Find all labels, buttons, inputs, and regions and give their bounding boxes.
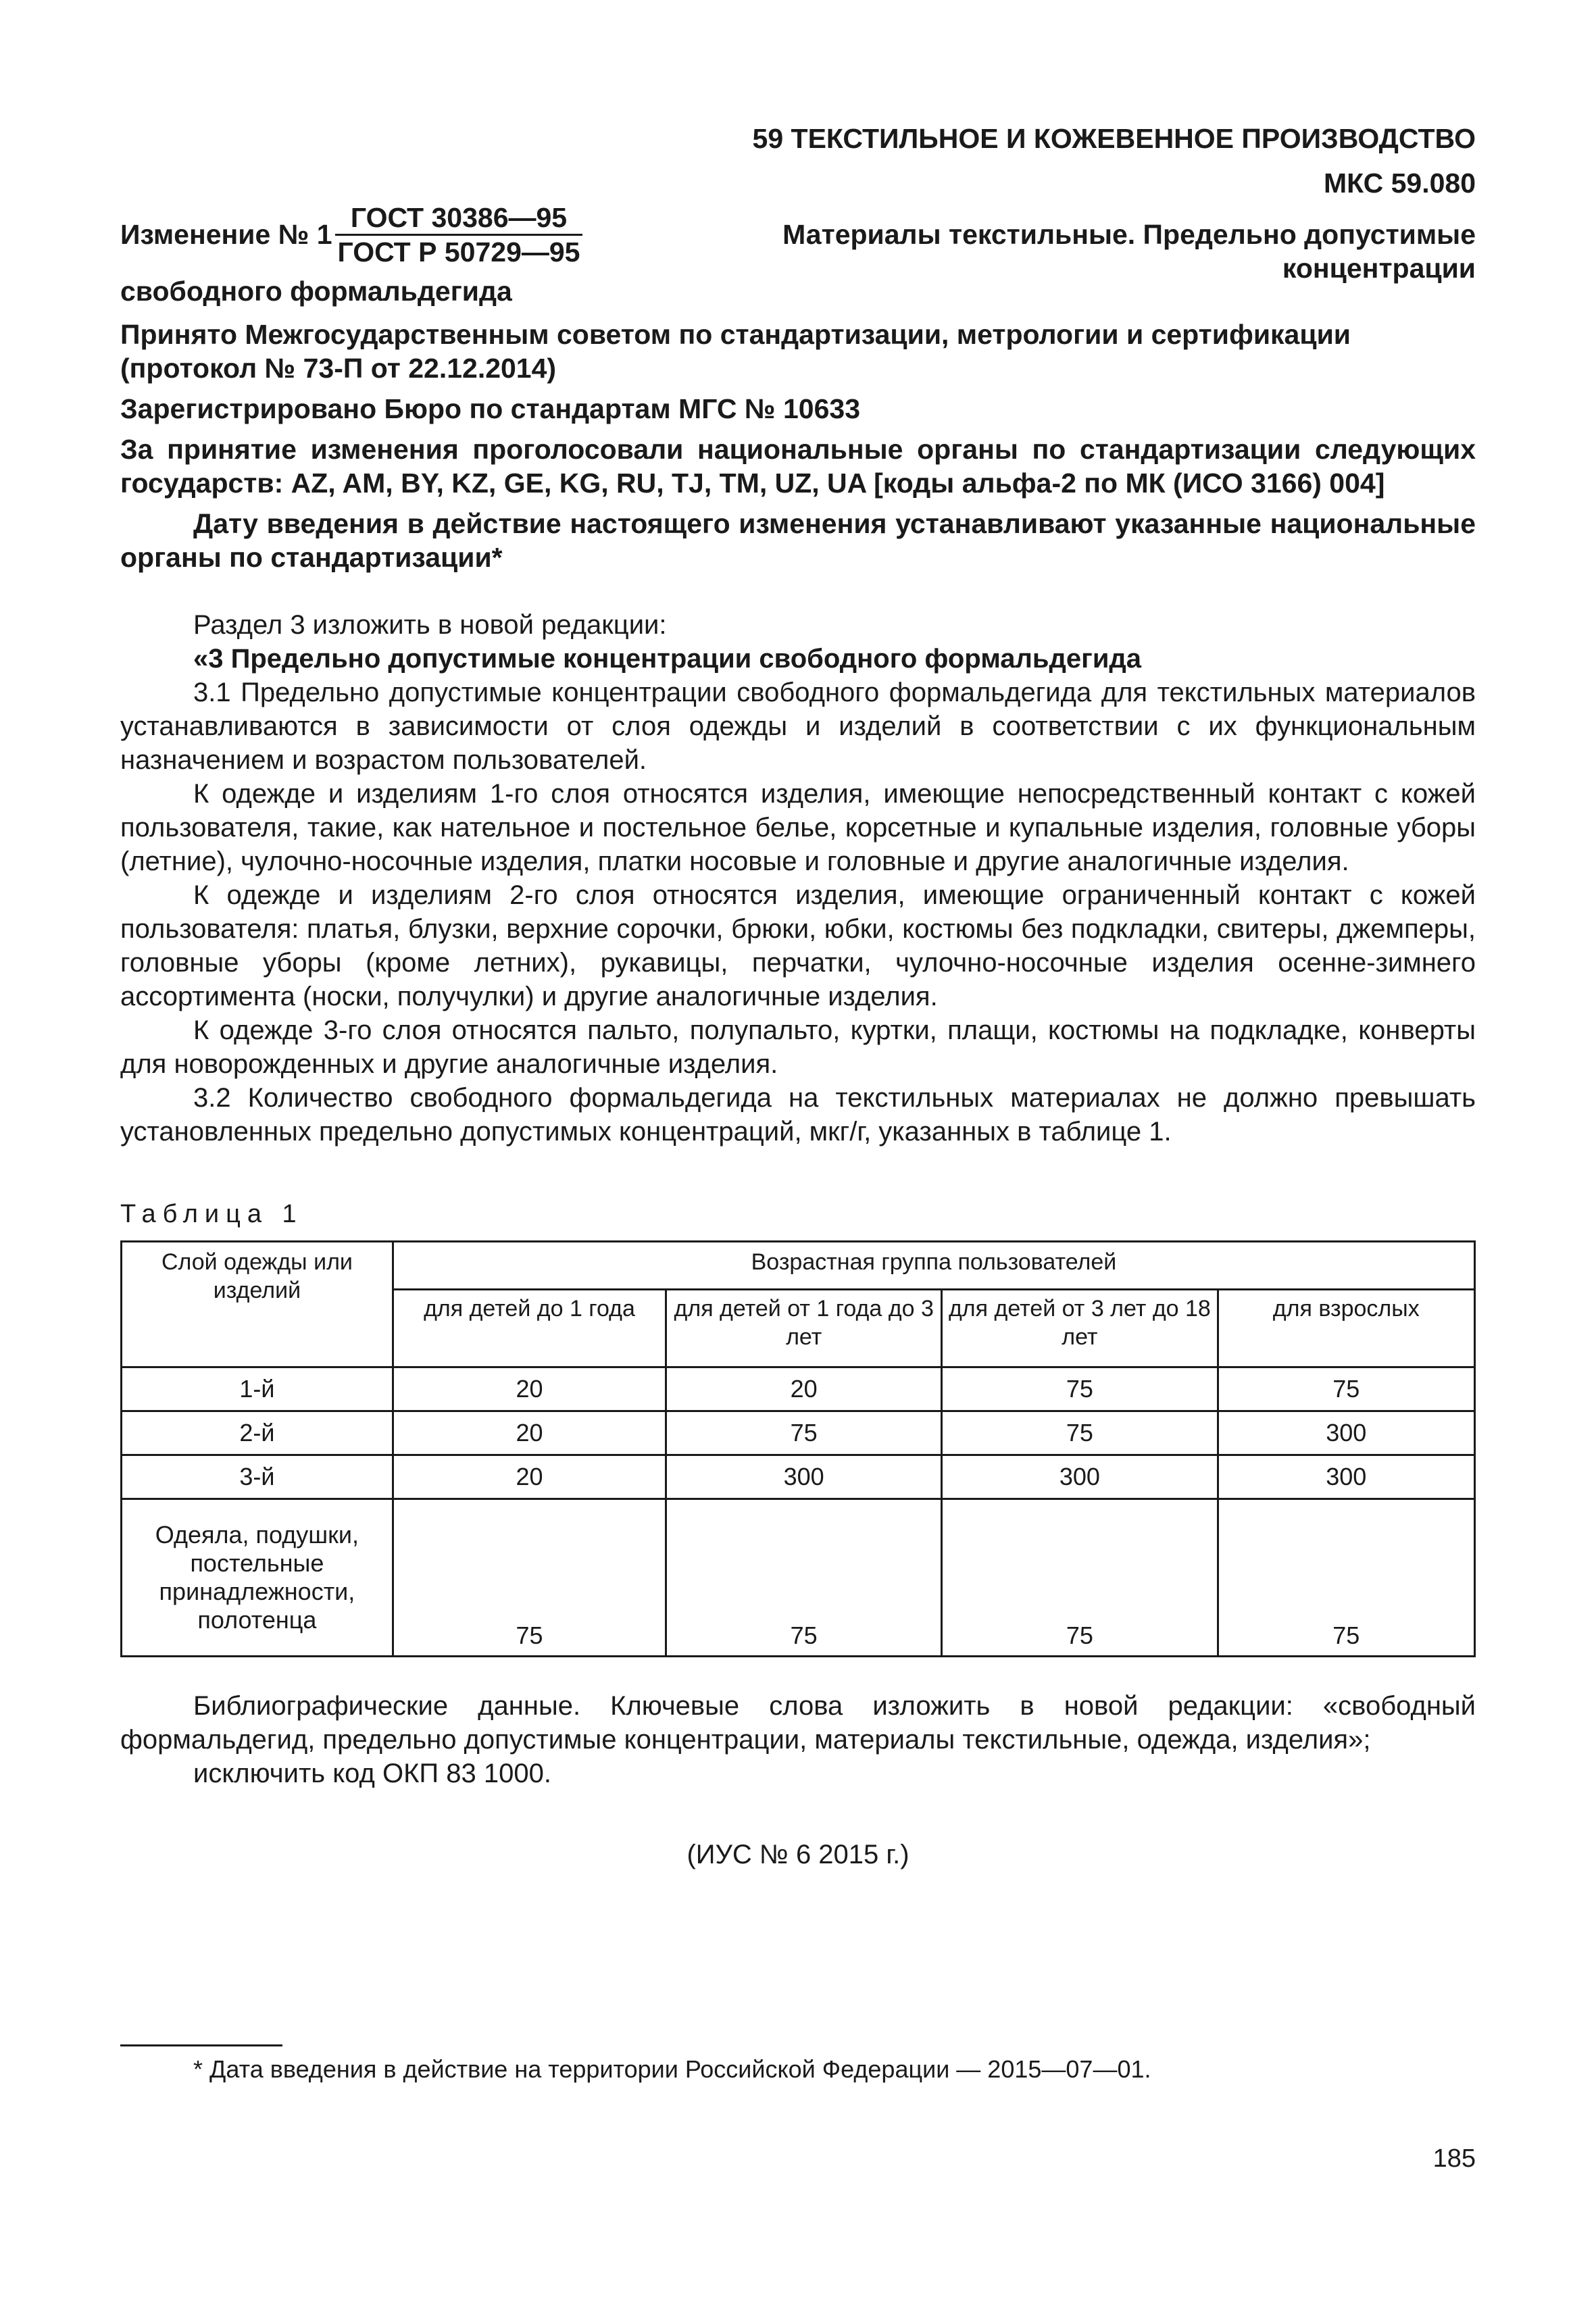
page-number: 185 — [1432, 2144, 1476, 2173]
body-paragraph: Библиографические данные. Ключевые слова изложить в новой редакции: «свободный формальдегид, предельно допустимые концентрации, материалы текстильные, одежда, изделия»; — [120, 1691, 1476, 1755]
table-cell: 300 — [1218, 1411, 1474, 1455]
change-heading — [120, 202, 1476, 307]
section-heading: 59 ТЕКСТИЛЬНОЕ И КОЖЕВЕННОЕ ПРОИЗВОДСТВО — [752, 123, 1476, 154]
body-paragraph: Раздел 3 изложить в новой редакции: — [193, 610, 667, 640]
adopted-note: Принято Межгосударственным советом по стандартизации, метрологии и сертификации (протокол № 73-П от 22.12.2014) — [120, 319, 1351, 384]
body-paragraph: К одежде 3-го слоя относятся пальто, полупальто, куртки, плащи, костюмы на подкладке, конверты для новорожденных и другие аналогичные изделия. — [120, 1015, 1476, 1079]
table-cell: Одеяла, подушки, постельные принадлежности, полотенца — [122, 1499, 393, 1657]
table-row — [122, 1367, 1475, 1411]
table-row — [122, 1411, 1475, 1455]
table-cell: 3-й — [122, 1455, 393, 1499]
table-cell: 300 — [1218, 1455, 1474, 1499]
table-cell: 300 — [666, 1455, 942, 1499]
body-paragraph: К одежде и изделиям 1-го слоя относятся изделия, имеющие непосредственный контакт с кожей пользователя, такие, как нательное и постельное белье, корсетные и купальные изделия, головные уборы (летние), чулочно-носочные изделия, платки носовые и головные и другие аналогичные изделия. — [120, 779, 1476, 876]
registered-note: Зарегистрировано Бюро по стандартам МГС № 10633 — [120, 393, 861, 424]
table-cell: 75 — [942, 1411, 1218, 1455]
change-title-line2: свободного формальдегида — [120, 276, 512, 307]
table-row — [122, 1499, 1475, 1657]
table-cell: 75 — [393, 1499, 666, 1657]
change-title-line1: Материалы текстильные. Предельно допустимые концентрации — [782, 219, 1476, 284]
body-paragraph: К одежде и изделиям 2-го слоя относятся изделия, имеющие ограниченный контакт с кожей пользователя: платья, блузки, верхние сорочки, брюки, юбки, костюмы без подкладки, свитеры, джемперы, головные уборы (кроме летних), рукавицы, перчатки, чулочно-носочные изделия осенне-зимнего ассортимента (носки, получулки) и другие аналогичные изделия. — [120, 880, 1476, 1011]
table-header-group: Возрастная группа пользователей — [393, 1242, 1474, 1290]
footnote-divider — [120, 2044, 282, 2046]
standard-bottom: ГОСТ Р 50729—95 — [337, 236, 580, 268]
table-header-layer: Слой одежды или изделий — [122, 1242, 393, 1367]
table-cell: 75 — [942, 1499, 1218, 1657]
table-cell: 75 — [666, 1411, 942, 1455]
body-paragraph: исключить код ОКП 83 1000. — [193, 1759, 551, 1788]
table-cell: 20 — [393, 1455, 666, 1499]
table-header-col4: для взрослых — [1218, 1290, 1474, 1367]
table-cell: 75 — [666, 1499, 942, 1657]
table-row — [122, 1455, 1475, 1499]
table-cell: 75 — [1218, 1367, 1474, 1411]
table-header-col1: для детей до 1 года — [393, 1290, 666, 1367]
ius-reference: (ИУС № 6 2015 г.) — [687, 1840, 909, 1869]
concentration-table — [120, 1240, 1476, 1657]
table-cell: 20 — [666, 1367, 942, 1411]
voted-note: За принятие изменения проголосовали национальные органы по стандартизации следующих государств: AZ, AM, BY, KZ, GE, KG, RU, TJ, TM, UZ, UA [коды альфа-2 по МК (ИСО 3166) 004] — [120, 434, 1476, 499]
change-label: Изменение № 1 — [120, 219, 332, 250]
table-cell: 20 — [393, 1411, 666, 1455]
footnote: * Дата введения в действие на территории Российской Федерации — 2015—07—01. — [193, 2055, 1151, 2083]
section-3-title: «3 Предельно допустимые концентрации свободного формальдегида — [193, 644, 1142, 674]
body-paragraph: 3.1 Предельно допустимые концентрации свободного формальдегида для текстильных материалов устанавливаются в зависимости от слоя одежды и изделий в соответствии с их функциональным назначением и возрастом пользователей. — [120, 678, 1476, 775]
body-paragraph: 3.2 Количество свободного формальдегида на текстильных материалах не должно превышать установленных предельно допустимых концентраций, мкг/г, указанных в таблице 1. — [120, 1083, 1476, 1147]
effective-date-note: Дату введения в действие настоящего изменения устанавливают указанные национальные органы по стандартизации* — [120, 508, 1476, 573]
table-cell: 20 — [393, 1367, 666, 1411]
table-header-col2: для детей от 1 года до 3 лет — [666, 1290, 942, 1367]
document-page — [120, 0, 1476, 2314]
standard-top: ГОСТ 30386—95 — [335, 203, 582, 236]
standard-fraction — [335, 203, 582, 268]
table-cell: 300 — [942, 1455, 1218, 1499]
table-header-col3: для детей от 3 лет до 18 лет — [942, 1290, 1218, 1367]
after-table-text — [120, 1689, 1476, 1790]
table-cell: 75 — [942, 1367, 1218, 1411]
mks-code: МКС 59.080 — [1323, 168, 1476, 199]
table-caption: Таблица 1 — [120, 1200, 303, 1228]
body-text — [120, 608, 1476, 1149]
table-cell: 75 — [1218, 1499, 1474, 1657]
table-cell: 2-й — [122, 1411, 393, 1455]
table-cell: 1-й — [122, 1367, 393, 1411]
